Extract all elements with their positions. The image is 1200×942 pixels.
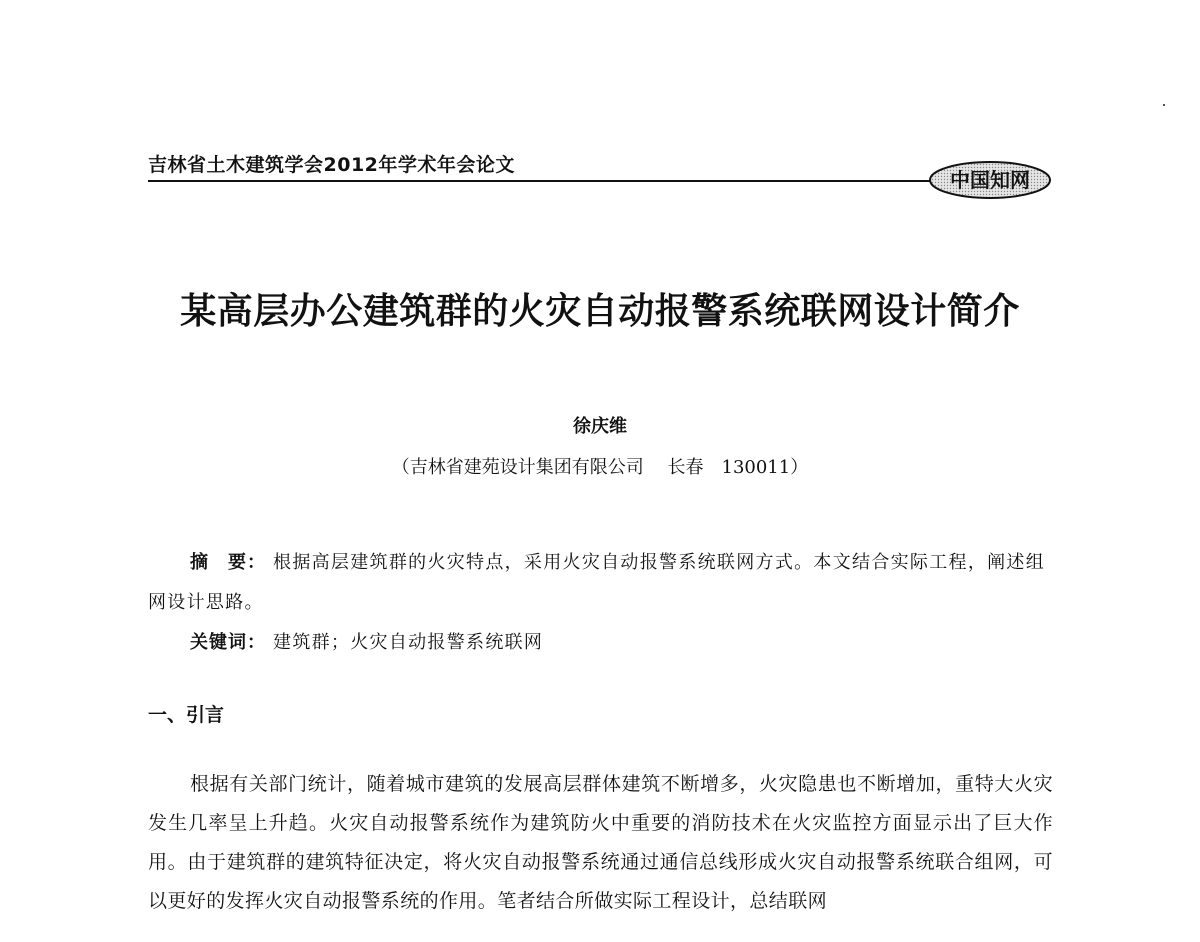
keywords-text: 建筑群；火灾自动报警系统联网 bbox=[273, 632, 544, 653]
abstract-label: 摘 要： bbox=[190, 552, 266, 573]
author-name: 徐庆维 bbox=[573, 416, 627, 437]
cnki-logo bbox=[928, 160, 1052, 200]
section-heading: 一、引言 bbox=[148, 704, 225, 726]
scan-speck bbox=[1163, 104, 1165, 106]
header-rule bbox=[148, 180, 938, 182]
running-header: 吉林省土木建筑学会2012年学术年会论文 bbox=[148, 154, 515, 176]
logo-text: 中国知网 bbox=[950, 168, 1030, 192]
keywords bbox=[190, 623, 543, 663]
author-affiliation: （吉林省建苑设计集团有限公司 长春 130011） bbox=[391, 457, 809, 478]
abstract-text: 根据高层建筑群的火灾特点，采用火灾自动报警系统联网方式。本文结合实际工程，阐述组网设计思路。 bbox=[148, 552, 1046, 613]
abstract bbox=[148, 543, 1053, 623]
keywords-label: 关键词： bbox=[190, 632, 266, 653]
body-paragraph: 根据有关部门统计，随着城市建筑的发展高层群体建筑不断增多，火灾隐患也不断增加，重特大火灾发生几率呈上升趋。火灾自动报警系统作为建筑防火中重要的消防技术在火灾监控方面显示出了巨大作用。由于建筑群的建筑特征决定，将火灾自动报警系统通过通信总线形成火灾自动报警系统联合组网，可以更好的发挥火灾自动报警系统的作用。笔者结合所做实际工程设计，总结联网 bbox=[148, 773, 1053, 912]
paper-title: 某高层办公建筑群的火灾自动报警系统联网设计简介 bbox=[180, 291, 1020, 332]
